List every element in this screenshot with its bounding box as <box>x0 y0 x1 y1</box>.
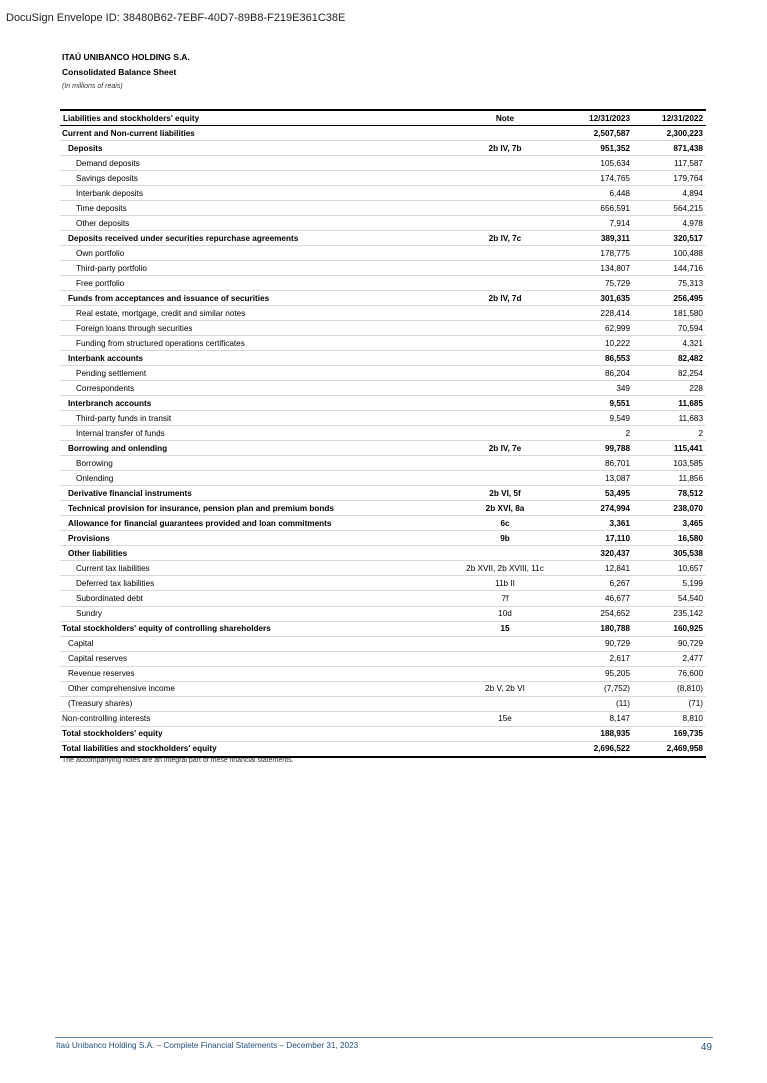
row-label: Pending settlement <box>60 366 450 381</box>
table-row <box>60 741 706 757</box>
row-value-2022: 70,594 <box>633 321 706 336</box>
table-row <box>60 456 706 471</box>
row-value-2022: 4,321 <box>633 336 706 351</box>
table-row <box>60 516 706 531</box>
table-row <box>60 261 706 276</box>
table-row <box>60 546 706 561</box>
row-value-2022: 100,488 <box>633 246 706 261</box>
row-value-2022: 2,469,958 <box>633 741 706 757</box>
row-label: Third-party funds in transit <box>60 411 450 426</box>
row-value-2023: 3,361 <box>560 516 633 531</box>
row-value-2022: 90,729 <box>633 636 706 651</box>
row-value-2023: 99,788 <box>560 441 633 456</box>
row-value-2022: 160,925 <box>633 621 706 636</box>
row-value-2023: (7,752) <box>560 681 633 696</box>
row-note: 15e <box>450 711 560 726</box>
row-value-2022: 5,199 <box>633 576 706 591</box>
row-note <box>450 351 560 366</box>
row-value-2023: 180,788 <box>560 621 633 636</box>
row-value-2023: 17,110 <box>560 531 633 546</box>
row-value-2023: 301,635 <box>560 291 633 306</box>
row-value-2022: 75,313 <box>633 276 706 291</box>
row-value-2023: 86,204 <box>560 366 633 381</box>
row-value-2022: (8,810) <box>633 681 706 696</box>
table-row <box>60 291 706 306</box>
row-value-2023: 2 <box>560 426 633 441</box>
row-value-2022: 238,070 <box>633 501 706 516</box>
row-value-2022: 16,580 <box>633 531 706 546</box>
row-value-2022: 82,482 <box>633 351 706 366</box>
row-value-2023: 178,775 <box>560 246 633 261</box>
row-value-2022: 78,512 <box>633 486 706 501</box>
table-row <box>60 501 706 516</box>
row-value-2022: 181,580 <box>633 306 706 321</box>
row-note <box>450 126 560 141</box>
table-row <box>60 276 706 291</box>
row-label: Other liabilities <box>60 546 450 561</box>
table-row <box>60 576 706 591</box>
row-note <box>450 396 560 411</box>
table-row <box>60 246 706 261</box>
row-label: Interbank accounts <box>60 351 450 366</box>
row-label: Deposits <box>60 141 450 156</box>
row-label: Provisions <box>60 531 450 546</box>
row-note <box>450 471 560 486</box>
row-value-2023: 95,205 <box>560 666 633 681</box>
row-value-2022: 11,685 <box>633 396 706 411</box>
row-note <box>450 186 560 201</box>
row-value-2022: 103,585 <box>633 456 706 471</box>
row-value-2022: (71) <box>633 696 706 711</box>
table-row <box>60 636 706 651</box>
row-note: 9b <box>450 531 560 546</box>
row-note: 2b IV, 7b <box>450 141 560 156</box>
column-header-note: Note <box>450 110 560 126</box>
row-value-2022: 305,538 <box>633 546 706 561</box>
row-value-2023: 6,448 <box>560 186 633 201</box>
table-row <box>60 726 706 741</box>
row-value-2023: 12,841 <box>560 561 633 576</box>
row-label: Current and Non-current liabilities <box>60 126 450 141</box>
row-note <box>450 666 560 681</box>
footnote: The accompanying notes are an integral part of these financial statements. <box>62 757 294 764</box>
row-label: Internal transfer of funds <box>60 426 450 441</box>
table-row <box>60 171 706 186</box>
row-label: Other deposits <box>60 216 450 231</box>
table-row <box>60 561 706 576</box>
table-row <box>60 696 706 711</box>
row-note: 2b IV, 7d <box>450 291 560 306</box>
row-value-2022: 8,810 <box>633 711 706 726</box>
row-label: Borrowing and onlending <box>60 441 450 456</box>
row-value-2023: 90,729 <box>560 636 633 651</box>
row-note <box>450 171 560 186</box>
row-value-2023: 9,551 <box>560 396 633 411</box>
row-value-2023: 228,414 <box>560 306 633 321</box>
row-label: Real estate, mortgage, credit and similar notes <box>60 306 450 321</box>
row-label: Total stockholders' equity of controlling shareholders <box>60 621 450 636</box>
table-row <box>60 666 706 681</box>
row-note <box>450 321 560 336</box>
row-value-2023: 188,935 <box>560 726 633 741</box>
company-name: ITAÚ UNIBANCO HOLDING S.A. <box>62 52 190 62</box>
row-value-2023: 75,729 <box>560 276 633 291</box>
table-row <box>60 321 706 336</box>
row-label: Borrowing <box>60 456 450 471</box>
row-label: Own portfolio <box>60 246 450 261</box>
row-label: Derivative financial instruments <box>60 486 450 501</box>
table-row <box>60 186 706 201</box>
row-note: 2b IV, 7c <box>450 231 560 246</box>
footer-text: Itaú Unibanco Holding S.A. – Complete Financial Statements – December 31, 2023 <box>56 1041 359 1050</box>
row-value-2022: 4,978 <box>633 216 706 231</box>
table-row <box>60 336 706 351</box>
row-value-2022: 228 <box>633 381 706 396</box>
row-value-2023: 86,553 <box>560 351 633 366</box>
row-note: 2b V, 2b VI <box>450 681 560 696</box>
row-value-2023: 86,701 <box>560 456 633 471</box>
table-row <box>60 441 706 456</box>
row-note: 10d <box>450 606 560 621</box>
row-value-2022: 169,735 <box>633 726 706 741</box>
row-value-2023: 951,352 <box>560 141 633 156</box>
row-label: Capital <box>60 636 450 651</box>
table-row <box>60 216 706 231</box>
row-label: Sundry <box>60 606 450 621</box>
column-header-2023: 12/31/2023 <box>560 110 633 126</box>
row-value-2023: 6,267 <box>560 576 633 591</box>
table-row <box>60 351 706 366</box>
row-value-2023: 174,765 <box>560 171 633 186</box>
row-note <box>450 261 560 276</box>
row-note <box>450 546 560 561</box>
row-label: Non-controlling interests <box>60 711 450 726</box>
row-value-2022: 871,438 <box>633 141 706 156</box>
row-value-2023: 8,147 <box>560 711 633 726</box>
row-label: Interbank deposits <box>60 186 450 201</box>
row-note <box>450 456 560 471</box>
row-label: Savings deposits <box>60 171 450 186</box>
row-label: Foreign loans through securities <box>60 321 450 336</box>
row-note <box>450 216 560 231</box>
row-note <box>450 696 560 711</box>
row-label: Funding from structured operations certificates <box>60 336 450 351</box>
row-label: Capital reserves <box>60 651 450 666</box>
row-value-2022: 117,587 <box>633 156 706 171</box>
row-note <box>450 741 560 757</box>
row-value-2023: 254,652 <box>560 606 633 621</box>
row-value-2022: 3,465 <box>633 516 706 531</box>
row-value-2022: 11,683 <box>633 411 706 426</box>
row-label: Interbranch accounts <box>60 396 450 411</box>
row-value-2022: 2,300,223 <box>633 126 706 141</box>
table-row <box>60 306 706 321</box>
row-value-2023: 2,696,522 <box>560 741 633 757</box>
row-value-2023: 2,507,587 <box>560 126 633 141</box>
table-row <box>60 141 706 156</box>
row-value-2022: 564,215 <box>633 201 706 216</box>
row-note: 2b XVI, 8a <box>450 501 560 516</box>
column-header-label: Liabilities and stockholders' equity <box>60 110 450 126</box>
table-row <box>60 396 706 411</box>
balance-sheet-body <box>60 126 706 757</box>
row-label: Deferred tax liabilities <box>60 576 450 591</box>
row-label: Subordinated debt <box>60 591 450 606</box>
row-label: Funds from acceptances and issuance of securities <box>60 291 450 306</box>
row-label: (Treasury shares) <box>60 696 450 711</box>
row-note <box>450 336 560 351</box>
table-row <box>60 201 706 216</box>
row-note <box>450 246 560 261</box>
row-value-2022: 2,477 <box>633 651 706 666</box>
row-value-2022: 54,540 <box>633 591 706 606</box>
row-value-2022: 115,441 <box>633 441 706 456</box>
row-label: Onlending <box>60 471 450 486</box>
row-note: 7f <box>450 591 560 606</box>
row-note <box>450 411 560 426</box>
row-label: Revenue reserves <box>60 666 450 681</box>
row-value-2023: 62,999 <box>560 321 633 336</box>
row-value-2022: 76,600 <box>633 666 706 681</box>
row-label: Correspondents <box>60 381 450 396</box>
row-note <box>450 201 560 216</box>
row-value-2022: 179,764 <box>633 171 706 186</box>
row-value-2023: 656,591 <box>560 201 633 216</box>
row-value-2023: 10,222 <box>560 336 633 351</box>
row-value-2023: 389,311 <box>560 231 633 246</box>
footer-divider <box>55 1037 713 1038</box>
row-note: 15 <box>450 621 560 636</box>
table-row <box>60 651 706 666</box>
row-value-2022: 10,657 <box>633 561 706 576</box>
docusign-envelope-id: DocuSign Envelope ID: 38480B62-7EBF-40D7-89B8-F219E361C38E <box>6 12 346 24</box>
table-row <box>60 156 706 171</box>
column-header-2022: 12/31/2022 <box>633 110 706 126</box>
row-note <box>450 726 560 741</box>
table-row <box>60 471 706 486</box>
row-value-2023: (11) <box>560 696 633 711</box>
row-note: 2b VI, 5f <box>450 486 560 501</box>
row-label: Current tax liabilities <box>60 561 450 576</box>
balance-sheet-table <box>60 109 706 758</box>
row-value-2023: 46,677 <box>560 591 633 606</box>
row-value-2023: 274,994 <box>560 501 633 516</box>
row-value-2022: 4,894 <box>633 186 706 201</box>
row-value-2023: 53,495 <box>560 486 633 501</box>
row-value-2022: 11,856 <box>633 471 706 486</box>
row-note <box>450 381 560 396</box>
table-row <box>60 711 706 726</box>
row-value-2022: 82,254 <box>633 366 706 381</box>
row-value-2023: 105,634 <box>560 156 633 171</box>
row-label: Allowance for financial guarantees provided and loan commitments <box>60 516 450 531</box>
table-row <box>60 126 706 141</box>
row-note: 2b IV, 7e <box>450 441 560 456</box>
row-value-2022: 2 <box>633 426 706 441</box>
row-value-2022: 235,142 <box>633 606 706 621</box>
table-header-row <box>60 110 706 126</box>
row-value-2023: 349 <box>560 381 633 396</box>
table-row <box>60 621 706 636</box>
row-value-2022: 320,517 <box>633 231 706 246</box>
row-note <box>450 276 560 291</box>
row-label: Other comprehensive income <box>60 681 450 696</box>
row-note <box>450 366 560 381</box>
row-label: Third-party portfolio <box>60 261 450 276</box>
row-value-2022: 256,495 <box>633 291 706 306</box>
page-number: 49 <box>700 1042 712 1053</box>
table-row <box>60 606 706 621</box>
row-label: Deposits received under securities repurchase agreements <box>60 231 450 246</box>
row-value-2023: 134,807 <box>560 261 633 276</box>
table-row <box>60 486 706 501</box>
row-label: Time deposits <box>60 201 450 216</box>
row-label: Technical provision for insurance, pension plan and premium bonds <box>60 501 450 516</box>
row-note <box>450 426 560 441</box>
row-label: Free portfolio <box>60 276 450 291</box>
table-row <box>60 531 706 546</box>
row-note <box>450 306 560 321</box>
table-row <box>60 366 706 381</box>
row-value-2023: 320,437 <box>560 546 633 561</box>
row-note <box>450 651 560 666</box>
row-label: Total liabilities and stockholders' equity <box>60 741 450 757</box>
row-note <box>450 636 560 651</box>
row-value-2022: 144,716 <box>633 261 706 276</box>
row-value-2023: 2,617 <box>560 651 633 666</box>
table-row <box>60 591 706 606</box>
row-note: 2b XVII, 2b XVIII, 11c <box>450 561 560 576</box>
table-row <box>60 411 706 426</box>
units-note: (In millions of reais) <box>62 83 123 90</box>
row-value-2023: 7,914 <box>560 216 633 231</box>
table-row <box>60 381 706 396</box>
row-value-2023: 9,549 <box>560 411 633 426</box>
table-row <box>60 426 706 441</box>
row-note: 6c <box>450 516 560 531</box>
row-note <box>450 156 560 171</box>
table-row <box>60 681 706 696</box>
row-label: Total stockholders' equity <box>60 726 450 741</box>
table-row <box>60 231 706 246</box>
row-label: Demand deposits <box>60 156 450 171</box>
row-value-2023: 13,087 <box>560 471 633 486</box>
row-note: 11b II <box>450 576 560 591</box>
statement-title: Consolidated Balance Sheet <box>62 67 177 77</box>
